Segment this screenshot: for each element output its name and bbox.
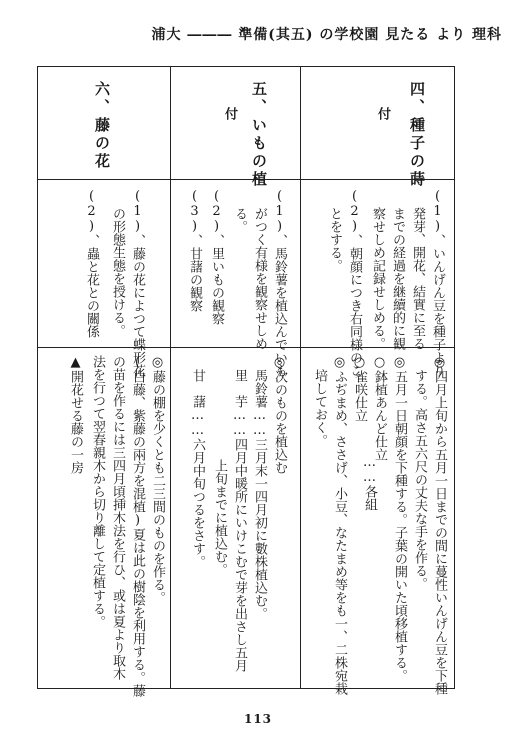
topic6-title: 六、藤の花 <box>93 81 111 171</box>
lesson-table <box>37 66 455 697</box>
topic4-note-7: ◎ふぢまめ、ささげ、小豆、なたまめ等をも一、二株宛栽 <box>332 355 347 695</box>
topic4-item-6: とをする。 <box>327 207 342 272</box>
topic4-item-1: (1)、いんげん豆を種子より <box>430 189 445 377</box>
topic4-item-2: 発芽、開花、結實に至る <box>410 207 425 350</box>
topic4-note-4: ○鉢植あんど仕立 <box>372 355 387 461</box>
row-divider-1 <box>38 179 454 180</box>
topic6-item-2: の形態生態を授ける。 <box>110 207 125 337</box>
topic4-note-2: する。高さ五六尺の丈夫な手を作る。 <box>412 369 427 590</box>
topic4-item-3: までの経過を継續的に観 <box>390 207 405 350</box>
topic5-item-5: (3)、甘藷の観察 <box>187 189 202 312</box>
topic5-note-4: 上旬までに植込む。 <box>212 459 227 576</box>
topic6-item-3: (2)、蟲と花との關係 <box>84 189 99 338</box>
topic4-note-6: ……各組 <box>362 455 377 511</box>
topic6-note-1: ◎藤の棚を少くとも二三間のものを作る。 <box>150 355 165 604</box>
topic5-note-5: 甘 藷……六月中旬つるをさす。 <box>190 369 205 568</box>
topic5-item-1: (1)、馬鈴薯を植込んでいも <box>272 189 287 377</box>
topic4-note-3: ◎五月一日朝顔を下種する。子葉の開いた頃移植する。 <box>392 355 407 682</box>
col-divider-2 <box>300 67 301 688</box>
topic6-note-4: 法を行つて翌春親木から切り離して定植する。 <box>90 355 105 628</box>
topic5-item-2: がつく有様を観察せしめ <box>252 207 267 350</box>
topic5-title-sub: 付 <box>222 107 237 122</box>
topic4-title: 四、種子の蒔 <box>408 81 426 189</box>
topic6-note-2: (白藤、紫藤の兩方を混植)夏は此の樹陰を利用する。藤 <box>130 355 145 697</box>
topic5-note-3: 里 芋……四月中暖所にいけこむで芽を出さし五月 <box>232 369 247 672</box>
col-divider-1 <box>170 67 171 688</box>
topic5-note-2: 馬鈴薯……三月末一四月初に數株植込む。 <box>252 369 267 620</box>
page-number: 113 <box>243 712 273 726</box>
topic5-item-4: (2)、里いもの観察 <box>209 189 224 325</box>
topic5-item-3: る。 <box>232 207 247 233</box>
topic4-title-sub: 付 <box>375 107 390 122</box>
running-header <box>14 24 502 48</box>
topic6-note-5: ▲開花せる藤の一房 <box>68 355 83 474</box>
topic4-note-5: ○雀咲仕立 <box>352 355 367 422</box>
topic4-item-5: (2)、朝顔につき右同様のこ <box>347 189 362 377</box>
topic4-item-4: 察せしめ記録せしめる。 <box>370 207 385 350</box>
topic6-note-3: の苗を作るには三四月頃挿木法を行ひ、或は夏より取木 <box>110 355 125 680</box>
topic6-item-1: (1)、藤の花によつて蝶形花 <box>130 189 145 377</box>
topic4-note-8: 培しておく。 <box>312 369 327 447</box>
topic4-note-1: ◎四月上旬から五月一日までの間に蔓性いんげん豆を下種 <box>432 355 447 695</box>
header-text: 浦大 ――― 準備(其五) の学校園 見たる より 理科 <box>151 27 502 43</box>
topic5-note-1: ◎次のものを植込む <box>272 355 287 474</box>
topic5-title: 五、いもの植 <box>250 81 268 189</box>
